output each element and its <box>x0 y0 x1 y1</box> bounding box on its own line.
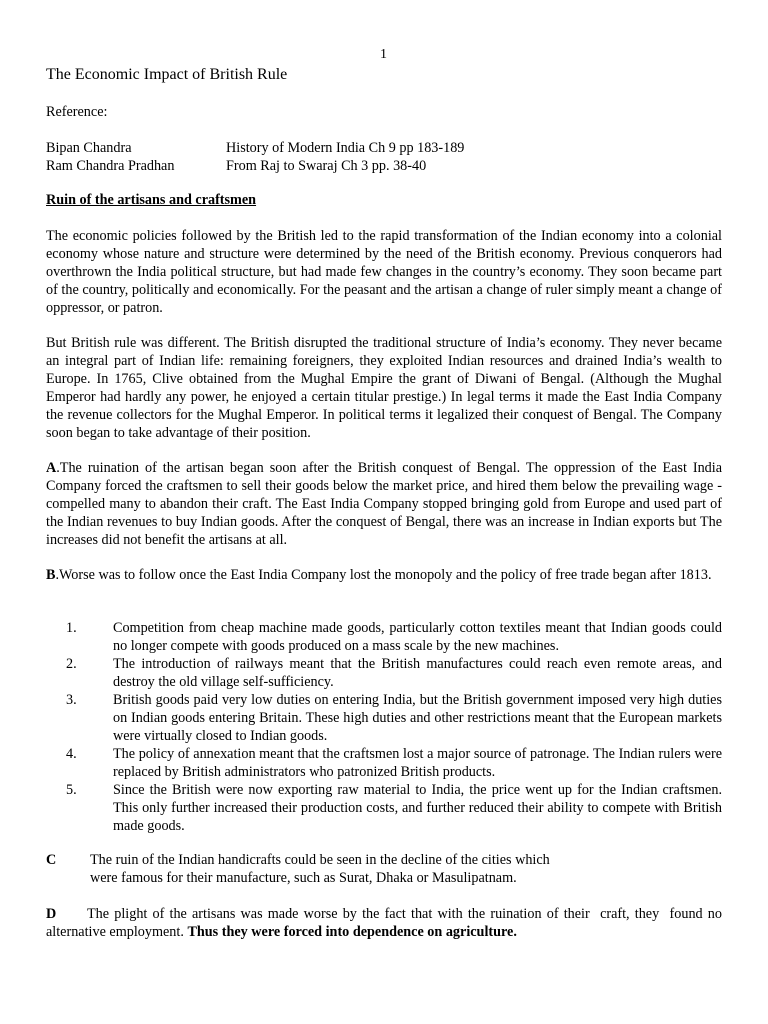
list-item <box>46 656 722 692</box>
list-item <box>46 692 722 746</box>
numbered-list <box>46 620 722 836</box>
list-text: The policy of annexation meant that the craftsmen lost a major source of patronage. The Indian rulers were replaced by British administrators who patronized British products. <box>113 746 722 780</box>
paragraph-text: were famous for their manufacture, such as Surat, Dhaka or Masulipatnam. <box>90 870 517 886</box>
list-number: 1. <box>66 620 77 636</box>
paragraph-bold-text: Thus they were forced into dependence on agriculture. <box>187 923 517 940</box>
paragraph-label: D <box>46 906 57 922</box>
section-heading: Ruin of the artisans and craftsmen <box>46 192 257 208</box>
paragraph-text: .The ruination of the artisan began soon after the British conquest of Bengal. The oppression of the East India Company forced the craftsmen to sell their goods below the market price, and hired them below the prevailing wage - compelled many to abandon their craft. The East India Company stopped bringing gold from Europe and used part of the Indian revenues to buy Indian goods. After the conquest of Bengal, there was an increase in Indian exports but The increases did not benefit the artisans at all. <box>46 460 722 548</box>
paragraph-british-rule: But British rule was different. The British disrupted the traditional structure of India’s economy. They never became an integral part of Indian life: remaining foreigners, they exploited Indian resources and drained India’s wealth to Europe. In 1765, Clive obtained from the Mughal Empire the grant of Diwani of Bengal. (Although the Mughal Emperor had hardly any power, he enjoyed a certain titular prestige.) In legal terms it made the East India Company the revenue collectors for the Mughal Emperor. In political terms it legalized their conquest of Bengal. The Company soon began to take advantage of their position. <box>46 335 722 441</box>
list-text: The introduction of railways meant that the British manufactures could reach even remote areas, and destroy the old village self-sufficiency. <box>113 656 722 690</box>
reference-author: Ram Chandra Pradhan <box>46 158 175 174</box>
paragraph-intro: The economic policies followed by the British led to the rapid transformation of the Indian economy into a colonial economy whose nature and structure were determined by the need of the British economy. Previous conquerors had overthrown the India political structure, but had made few changes in the country’s economy. They soon became part of the country, politically and economically. For the peasant and the artisan a change of ruler simply meant a change of oppressor, or patron. <box>46 228 722 316</box>
paragraph-text: The ruin of the Indian handicrafts could be seen in the decline of the cities which <box>90 852 550 868</box>
paragraph-label: B <box>46 567 56 583</box>
reference-work: From Raj to Swaraj Ch 3 pp. 38-40 <box>226 158 427 174</box>
reference-author: Bipan Chandra <box>46 140 132 156</box>
list-item <box>46 746 722 782</box>
list-number: 3. <box>66 692 77 708</box>
reference-label: Reference: <box>46 104 108 120</box>
paragraph-text: .Worse was to follow once the East India Company lost the monopoly and the policy of free trade began after 1813. <box>55 567 712 583</box>
list-number: 2. <box>66 656 77 672</box>
list-number: 4. <box>66 746 77 762</box>
list-item <box>46 620 722 656</box>
paragraph-text: The plight of the artisans was made worse by the fact that with the ruination of their craft, they found no alternative employment. <box>46 906 726 940</box>
list-item <box>46 782 722 836</box>
reference-work: History of Modern India Ch 9 pp 183-189 <box>226 140 465 156</box>
paragraph-label: A <box>46 460 57 476</box>
paragraph-d <box>46 906 726 942</box>
list-number: 5. <box>66 782 77 798</box>
page-number: 1 <box>380 47 387 62</box>
list-text: British goods paid very low duties on entering India, but the British government imposed very high duties on Indian goods entering Britain. These high duties and other restrictions meant that the European markets were virtually closed to Indian goods. <box>113 692 722 744</box>
paragraph-b <box>46 567 722 585</box>
paragraph-label: C <box>46 852 57 868</box>
list-text: Competition from cheap machine made goods, particularly cotton textiles meant that Indian goods could no longer compete with goods produced on a mass scale by the new machines. <box>113 620 722 654</box>
paragraph-a <box>46 460 722 550</box>
paragraph-c <box>46 852 722 888</box>
list-text: Since the British were now exporting raw material to India, the price went up for the Indian craftsmen. This only further increased their production costs, and further reduced their ability to compete with British made goods. <box>113 782 722 834</box>
document-title: The Economic Impact of British Rule <box>46 66 288 83</box>
